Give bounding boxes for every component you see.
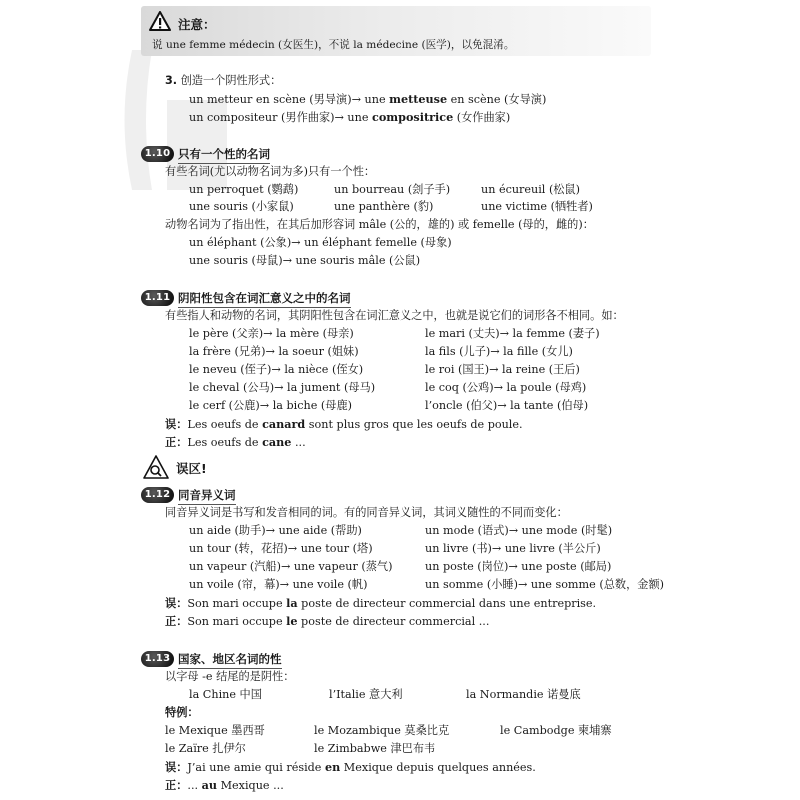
pair-left: un aide (助手)→ une aide (帮助) (189, 524, 362, 537)
example-line: un éléphant (公象)→ un éléphant femelle (母象) (189, 236, 452, 249)
country-item: le Zaïre 扎伊尔 (165, 742, 246, 755)
correct-example: 正：Les oeufs de cane ... (165, 435, 306, 449)
pair-right: un somme (小睡)→ une somme (总数，金额) (425, 578, 664, 591)
section-1-11-intro: 有些指人和动物的名词，其阴阳性包含在词汇意义之中，也就是说它们的词形各不相同。如： (165, 309, 624, 322)
section-1-13-intro: 以字母 -e 结尾的是阴性： (165, 670, 295, 683)
point3-example-2: un compositeur (男作曲家)→ une compositrice (女作曲家) (189, 110, 511, 124)
grid-cell: un bourreau (刽子手) (334, 183, 451, 196)
point3-heading: 3. 创造一个阴性形式： (165, 74, 282, 87)
section-title: 阴阳性包含在词汇意义之中的名词 (178, 290, 351, 308)
country-item: la Chine 中国 (189, 688, 262, 701)
country-item: le Mozambique 莫桑比克 (314, 724, 450, 737)
pair-left: la frère (兄弟)→ la soeur (姐妹) (189, 345, 359, 358)
pair-right: un mode (语式)→ une mode (时髦) (425, 524, 613, 537)
note-text: 说 une femme médecin (女医生)，不说 la médecine (医学)，以免混淆。 (152, 39, 515, 51)
pair-right: le mari (丈夫)→ la femme (妻子) (425, 327, 600, 340)
grid-cell: une panthère (豹) (334, 200, 434, 213)
wrong-example: 误：Son mari occupe la poste de directeur commercial dans une entreprise. (165, 596, 597, 610)
section-number-badge: 1.11 (141, 290, 174, 306)
section-1-10-intro: 有些名词(尤以动物名词为多)只有一个性： (165, 165, 376, 178)
correct-example: 正：... au Mexique ... (165, 778, 284, 792)
section-1-10-explain: 动物名词为了指出性，在其后加形容词 mâle (公的，雄的) 或 femelle (母的，雌的)： (165, 218, 594, 231)
note-title: 注意： (178, 17, 216, 32)
pair-right: la fils (儿子)→ la fille (女儿) (425, 345, 573, 358)
section-title: 同音异义词 (178, 487, 236, 505)
pair-left: le cerf (公鹿)→ la biche (母鹿) (189, 399, 353, 412)
point3-example-1: un metteur en scène (男导演)→ une metteuse en scène (女导演) (189, 92, 547, 106)
country-item: l’Italie 意大利 (329, 688, 403, 701)
country-item: le Cambodge 柬埔寨 (500, 724, 612, 737)
pair-left: le cheval (公马)→ la jument (母马) (189, 381, 376, 394)
pair-right: l’oncle (伯父)→ la tante (伯母) (425, 399, 589, 412)
grid-cell: une victime (牺牲者) (481, 200, 593, 213)
warning-icon (149, 11, 171, 31)
grid-cell: un perroquet (鹦鹉) (189, 183, 299, 196)
example-line: une souris (母鼠)→ une souris mâle (公鼠) (189, 254, 421, 267)
pair-left: un voile (帘，幕)→ une voile (帆) (189, 578, 368, 591)
wrong-example: 误：J’ai une amie qui réside en Mexique depuis quelques années. (165, 760, 536, 774)
pair-right: le coq (公鸡)→ la poule (母鸡) (425, 381, 587, 394)
country-item: la Normandie 诺曼底 (466, 688, 581, 701)
wrong-example: 误：Les oeufs de canard sont plus gros que les oeufs de poule. (165, 417, 523, 431)
pair-right: un livre (书)→ une livre (半公斤) (425, 542, 601, 555)
section-number-badge: 1.10 (141, 146, 174, 162)
country-item: le Zimbabwe 津巴布韦 (314, 742, 436, 755)
section-title: 只有一个性的名词 (178, 146, 270, 164)
exception-label: 特例： (165, 706, 199, 719)
pair-right: un poste (岗位)→ une poste (邮局) (425, 560, 612, 573)
pitfall-label: 误区! (176, 461, 207, 476)
pair-left: le père (父亲)→ la mère (母亲) (189, 327, 354, 340)
pair-left: le neveu (侄子)→ la nièce (侄女) (189, 363, 364, 376)
pair-right: le roi (国王)→ la reine (王后) (425, 363, 580, 376)
note-box (141, 6, 651, 56)
correct-example: 正：Son mari occupe le poste de directeur commercial ... (165, 614, 490, 628)
magnifier-warning-icon (143, 455, 169, 479)
section-1-12-intro: 同音异义词是书写和发音相同的词。有的同音异义词，其词义随性的不同而变化： (165, 506, 568, 519)
section-number-badge: 1.13 (141, 651, 174, 667)
section-title: 国家、地区名词的性 (178, 651, 282, 669)
grid-cell: une souris (小家鼠) (189, 200, 294, 213)
section-number-badge: 1.12 (141, 487, 174, 503)
pair-left: un tour (转，花招)→ une tour (塔) (189, 542, 373, 555)
country-item: le Mexique 墨西哥 (165, 724, 265, 737)
pair-left: un vapeur (汽船)→ une vapeur (蒸气) (189, 560, 393, 573)
grid-cell: un écureuil (松鼠) (481, 183, 581, 196)
